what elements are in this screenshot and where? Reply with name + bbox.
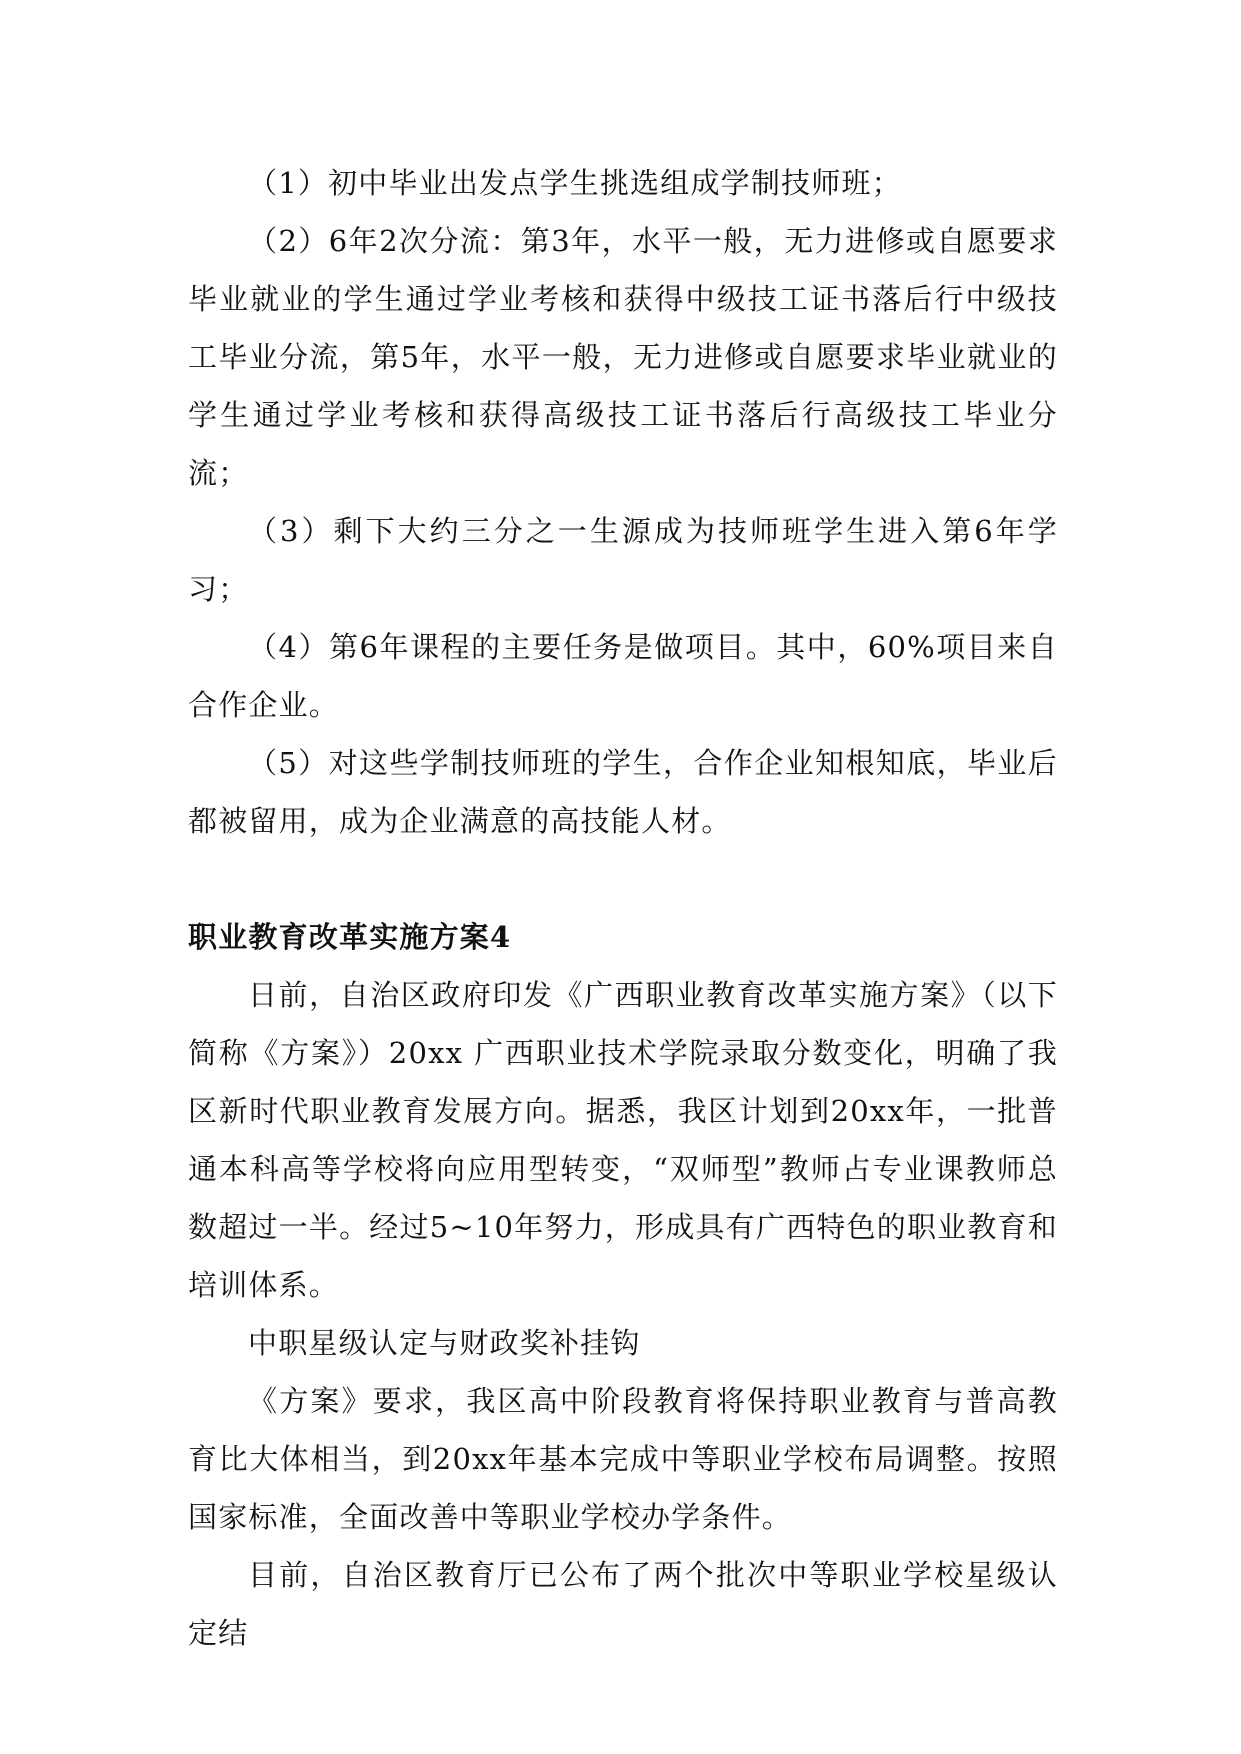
section-title: 职业教育改革实施方案4 [188, 920, 512, 954]
document-body [188, 154, 1058, 1662]
sub-heading: 中职星级认定与财政奖补挂钩 [248, 1326, 641, 1360]
paragraph-1: （1）初中毕业出发点学生挑选组成学制技师班； [248, 166, 902, 200]
after-paragraph-1: 《方案》要求，我区高中阶段教育将保持职业教育与普高教育比大体相当，到20xx年基本完成中等职业学校布局调整。按照国家标准，全面改善中等职业学校办学条件。 [188, 1384, 1058, 1534]
paragraph-2: （2）6年2次分流：第3年，水平一般，无力进修或自愿要求毕业就业的学生通过学业考核和获得中级技工证书落后行中级技工毕业分流，第5年，水平一般，无力进修或自愿要求毕业就业的学生通过学业考核和获得高级技工证书落后行高级技工毕业分流； [188, 224, 1058, 490]
paragraph-4: （4）第6年课程的主要任务是做项目。其中，60%项目来自合作企业。 [188, 630, 1058, 722]
paragraph-5: （5）对这些学制技师班的学生，合作企业知根知底，毕业后都被留用，成为企业满意的高技能人材。 [188, 746, 1058, 838]
after-paragraph-2: 目前，自治区教育厅已公布了两个批次中等职业学校星级认定结 [188, 1558, 1058, 1650]
section-paragraph-1: 日前，自治区政府印发《广西职业教育改革实施方案》（以下简称《方案》）20xx 广西职业技术学院录取分数变化，明确了我区新时代职业教育发展方向。据悉，我区计划到20xx年，一批普通本科高等学校将向应用型转变，“双师型”教师占专业课教师总数超过一半。经过5~10年努力，形成具有广西特色的职业教育和培训体系。 [188, 978, 1058, 1302]
paragraph-3: （3）剩下大约三分之一生源成为技师班学生进入第6年学习； [188, 514, 1058, 606]
